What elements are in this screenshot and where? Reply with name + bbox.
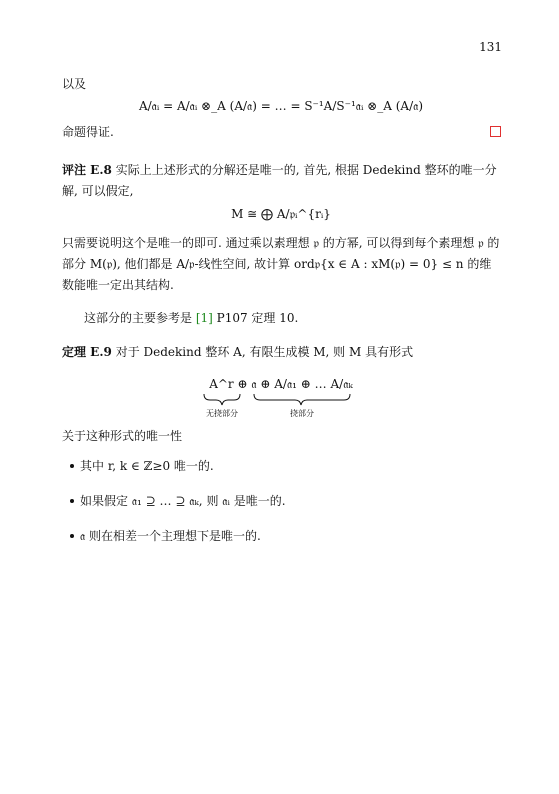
remark-text: 实际上上述形式的分解还是唯一的, 首先, 根据 Dedekind 整环的唯一分解, 可以假定, (62, 163, 497, 198)
proof-conclusion: 命题得证. (62, 125, 114, 139)
bullet-list (66, 456, 504, 561)
equation-1: A/𝔞ᵢ = A/𝔞ᵢ ⊗_A (A/𝔞) = … = S⁻¹A/S⁻¹𝔞ᵢ ⊗_A (A/𝔞) (138, 99, 424, 113)
equation-2: M ≅ ⨁ A/𝔭ᵢ^{rᵢ} (231, 207, 331, 221)
theorem-label: 定理 E.9 (62, 345, 112, 359)
intro-line: 以及 (62, 77, 87, 91)
list-item: 𝔞 则在相差一个主理想下是唯一的. (66, 526, 504, 547)
list-item: 其中 r, k ∈ ℤ≥0 唯一的. (66, 456, 504, 477)
remark-label: 评注 E.8 (62, 163, 112, 177)
list-item: 如果假定 𝔞₁ ⊇ … ⊇ 𝔞ₖ, 则 𝔞ᵢ 是唯一的. (66, 491, 504, 512)
brace-label-torsion: 挠部分 (290, 409, 314, 418)
reference-suffix: P107 定理 10. (212, 311, 299, 325)
remark-block (62, 160, 500, 202)
underbrace-group (200, 372, 360, 420)
equation-3: A^r ⊕ 𝔞 ⊕ A/𝔞₁ ⊕ … A/𝔞ₖ (209, 377, 353, 391)
theorem-block (62, 342, 500, 363)
qed-symbol (490, 126, 501, 137)
uniqueness-intro: 关于这种形式的唯一性 (62, 429, 183, 443)
theorem-text: 对于 Dedekind 整环 A, 有限生成模 M, 则 M 具有形式 (115, 345, 414, 359)
paragraph-1: 只需要说明这个是唯一的即可. 通过乘以素理想 𝔭 的方幂, 可以得到每个素理想 𝔭 的部分 M(𝔭), 他们都是 A/𝔭-线性空间, 故计算 ord𝔭{x ∈ A : xM(𝔭) = 0} ≤ n 的维数能唯一定出其结构. (62, 236, 500, 292)
bullet-icon (70, 464, 74, 468)
reference-prefix: 这部分的主要参考是 (84, 311, 196, 325)
bullet-icon (70, 499, 74, 503)
page-number: 131 (479, 40, 502, 54)
reference-line (84, 308, 500, 329)
brace-label-torsion-free: 无挠部分 (206, 409, 238, 418)
bullet-icon (70, 534, 74, 538)
citation-link[interactable]: [1] (195, 311, 213, 325)
